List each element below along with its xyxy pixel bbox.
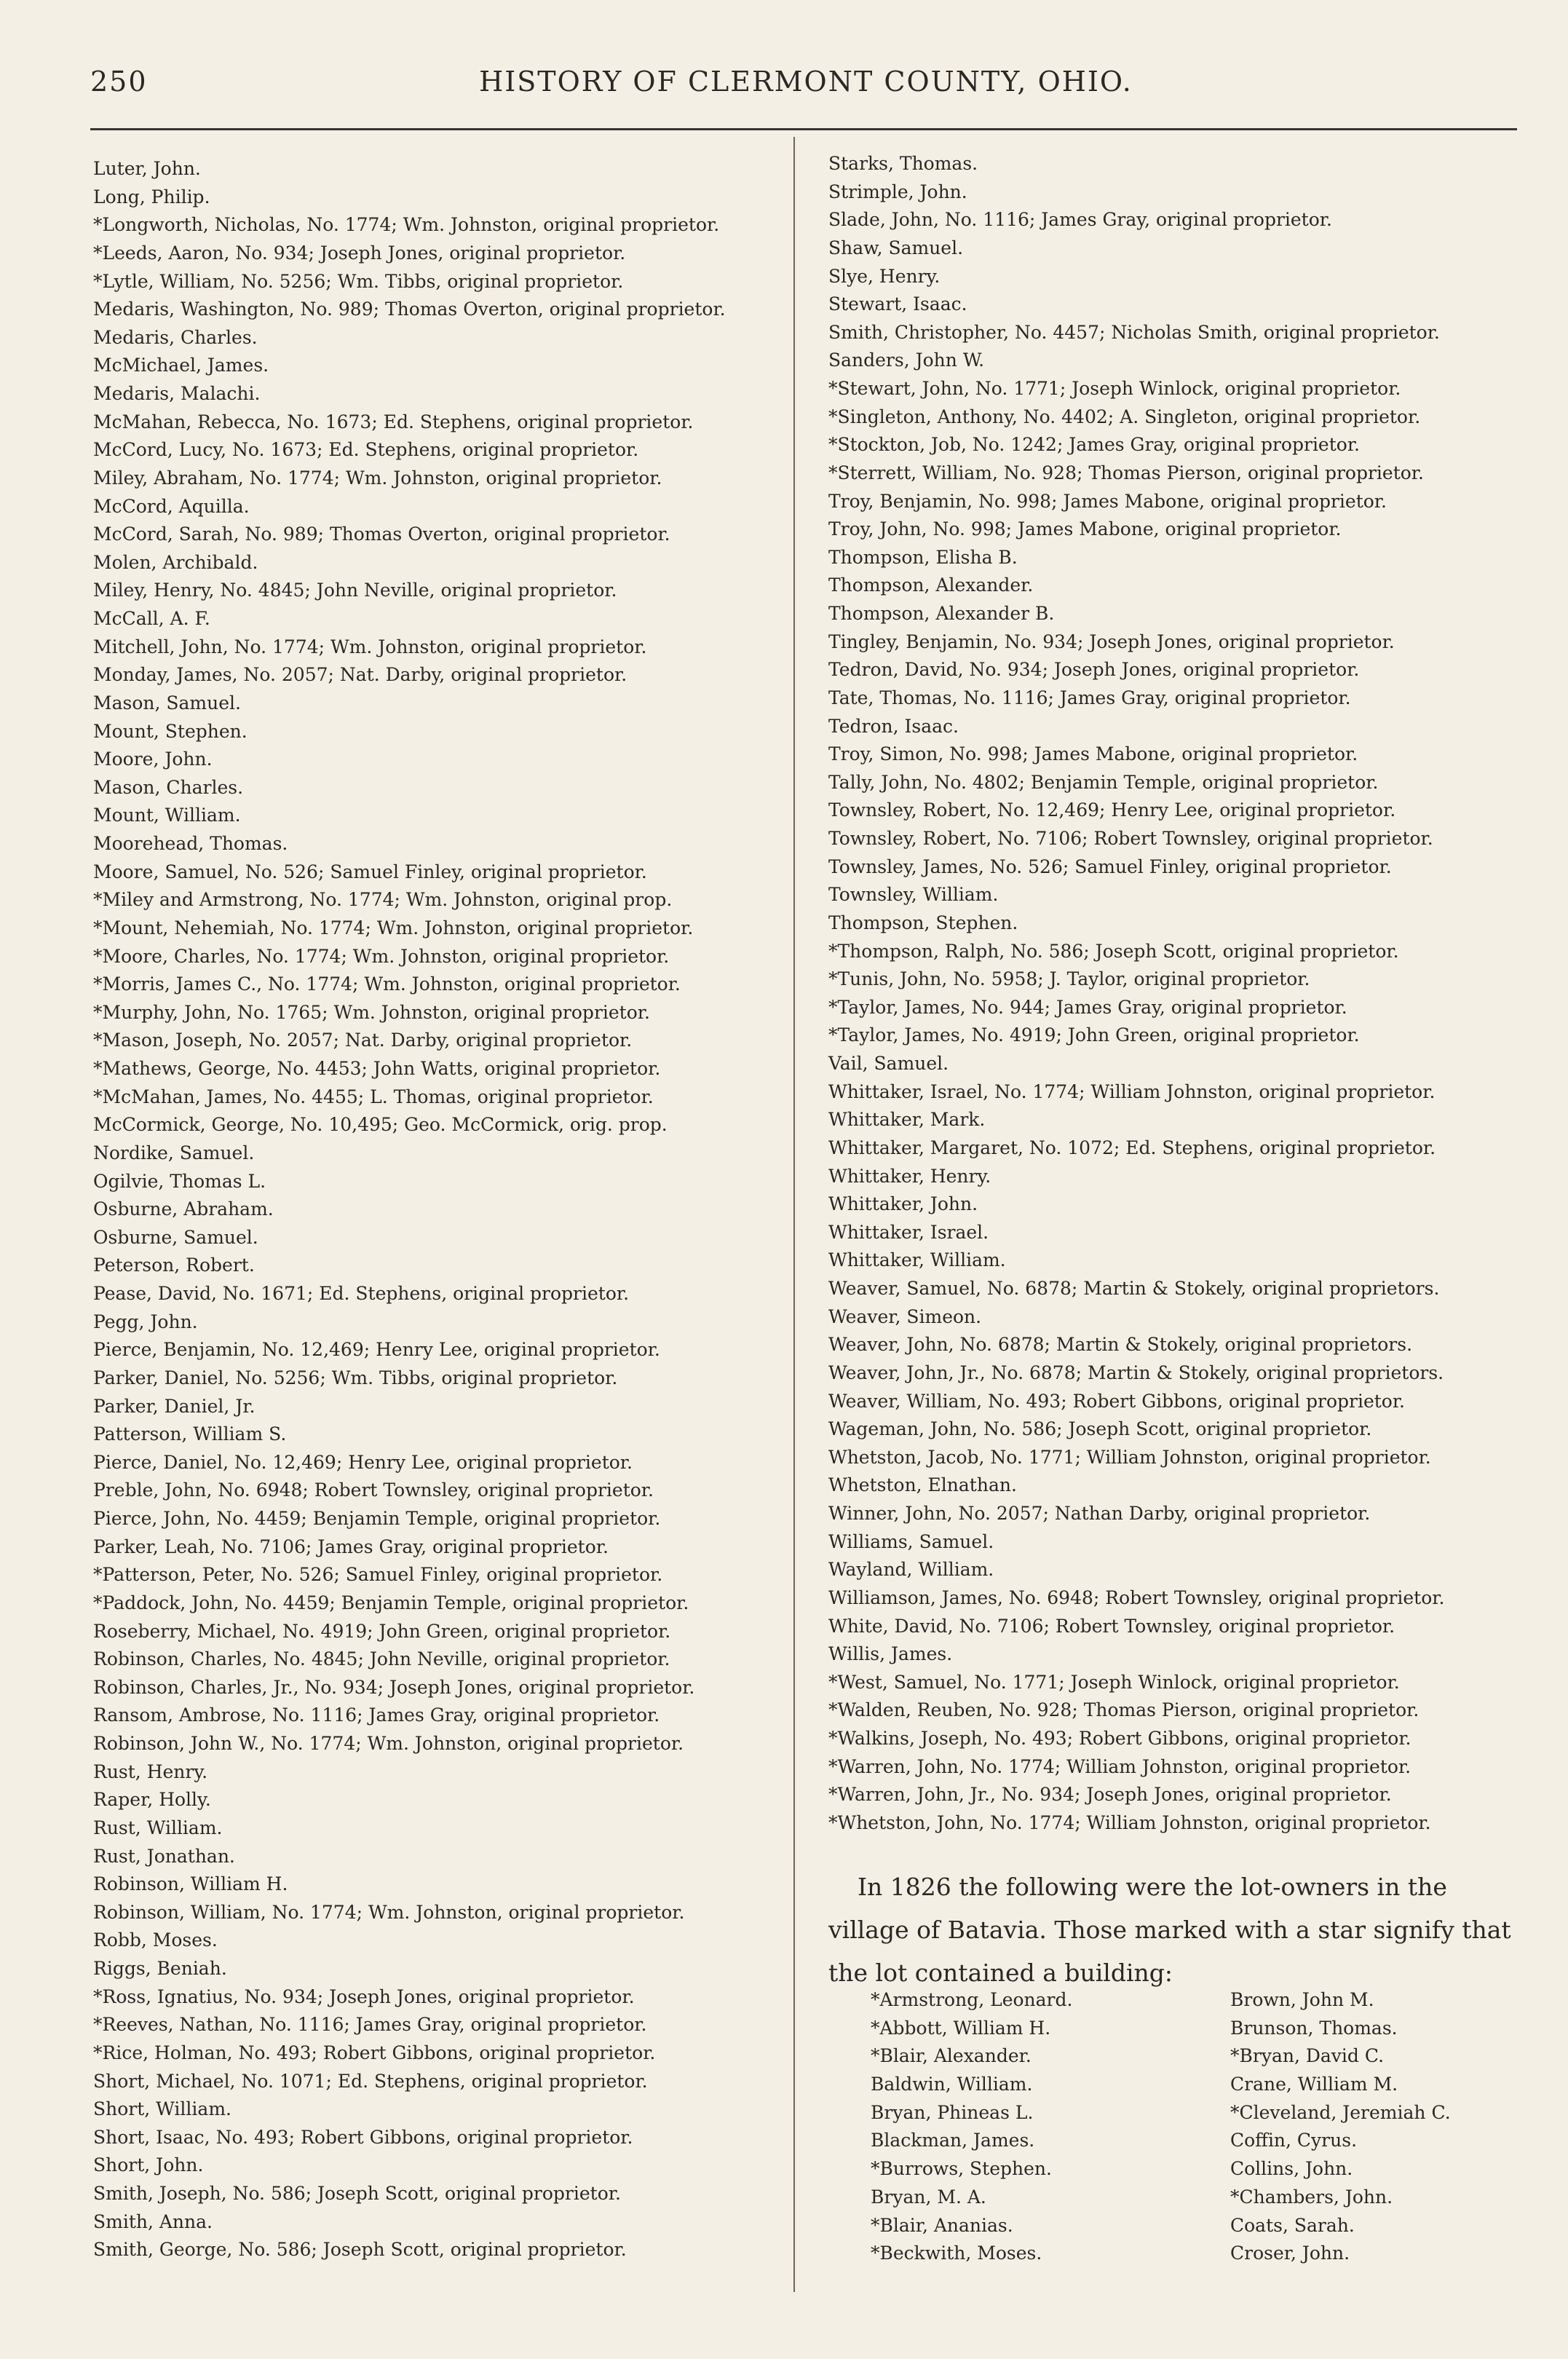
register-entry: Whittaker, Margaret, No. 1072; Ed. Stephens, original proprietor.	[828, 1137, 1436, 1158]
register-entry: Starks, Thomas.	[828, 153, 978, 174]
register-entry: *Miley and Armstrong, No. 1774; Wm. Johnston, original prop.	[93, 889, 673, 911]
register-entry: Molen, Archibald.	[93, 551, 258, 573]
register-entry: Strimple, John.	[828, 181, 967, 202]
register-entry: Winner, John, No. 2057; Nathan Darby, original proprietor.	[828, 1503, 1371, 1524]
lot-owner-entry: Crane, William M.	[1230, 2074, 1398, 2095]
register-entry: Pierce, Benjamin, No. 12,469; Henry Lee, original proprietor.	[93, 1339, 660, 1361]
register-entry: *Mount, Nehemiah, No. 1774; Wm. Johnston, original proprietor.	[93, 917, 694, 939]
register-entry: Moorehead, Thomas.	[93, 833, 288, 854]
register-entry: Thompson, Alexander B.	[828, 603, 1055, 624]
left-column	[93, 155, 785, 2264]
register-entry: Whittaker, Israel.	[828, 1221, 989, 1243]
register-entry: Patterson, William S.	[93, 1423, 287, 1445]
register-entry: McMahan, Rebecca, No. 1673; Ed. Stephens, original proprietor.	[93, 411, 694, 432]
register-entry: Peterson, Robert.	[93, 1254, 255, 1276]
register-entry: McMichael, James.	[93, 355, 269, 376]
register-entry: *Moore, Charles, No. 1774; Wm. Johnston, original proprietor.	[93, 945, 670, 967]
register-entry: Wayland, William.	[828, 1559, 994, 1581]
register-entry: McCord, Lucy, No. 1673; Ed. Stephens, original proprietor.	[93, 439, 639, 461]
register-entry: *Rice, Holman, No. 493; Robert Gibbons, original proprietor.	[93, 2042, 656, 2063]
register-entry: Ogilvie, Thomas L.	[93, 1170, 266, 1192]
register-entry: *Warren, John, Jr., No. 934; Joseph Jones, original proprietor.	[828, 1784, 1392, 1806]
register-entry: McCord, Sarah, No. 989; Thomas Overton, original proprietor.	[93, 523, 670, 545]
register-entry: Monday, James, No. 2057; Nat. Darby, original proprietor.	[93, 664, 627, 686]
register-entry: *Taylor, James, No. 4919; John Green, original proprietor.	[828, 1024, 1360, 1046]
register-entry: Whittaker, John.	[828, 1193, 978, 1215]
register-entry: Slade, John, No. 1116; James Gray, original proprietor.	[828, 209, 1332, 231]
register-entry: Medaris, Charles.	[93, 326, 258, 348]
register-entry: Luter, John.	[93, 158, 201, 179]
register-entry: *Tunis, John, No. 5958; J. Taylor, original proprietor.	[828, 968, 1310, 990]
lot-owners-intro: In 1826 the following were the lot-owners in the village of Batavia. Those marked with a star signify that the lot contained a building:	[828, 1873, 1511, 1987]
register-entry: *Morris, James C., No. 1774; Wm. Johnston, original proprietor.	[93, 973, 681, 995]
register-entry: Tally, John, No. 4802; Benjamin Temple, original proprietor.	[828, 771, 1379, 793]
register-entry: *Mason, Joseph, No. 2057; Nat. Darby, original proprietor.	[93, 1030, 633, 1051]
register-entry: *Taylor, James, No. 944; James Gray, original proprietor.	[828, 996, 1347, 1018]
register-entry: *Paddock, John, No. 4459; Benjamin Temple, original proprietor.	[93, 1592, 689, 1613]
register-entry: Moore, John.	[93, 748, 213, 770]
register-entry: Troy, Benjamin, No. 998; James Mabone, original proprietor.	[828, 490, 1387, 512]
register-entry: Robb, Moses.	[93, 1929, 218, 1951]
register-entry: Townsley, James, No. 526; Samuel Finley, original proprietor.	[828, 856, 1392, 877]
register-entry: *Walden, Reuben, No. 928; Thomas Pierson, original proprietor.	[828, 1699, 1419, 1721]
register-entry: Osburne, Abraham.	[93, 1198, 274, 1220]
register-entry: Rust, William.	[93, 1817, 223, 1838]
register-entry: Smith, Anna.	[93, 2210, 213, 2232]
register-entry: *Murphy, John, No. 1765; Wm. Johnston, original proprietor.	[93, 1001, 650, 1023]
register-entry: *Whetston, John, No. 1774; William Johnston, original proprietor.	[828, 1811, 1431, 1833]
register-entry: Robinson, Charles, No. 4845; John Neville, original proprietor.	[93, 1648, 670, 1670]
register-entry: *West, Samuel, No. 1771; Joseph Winlock, original proprietor.	[828, 1671, 1400, 1693]
register-entry: Thompson, Stephen.	[828, 912, 1018, 933]
lot-owner-entry: *Chambers, John.	[1230, 2186, 1393, 2208]
register-entry: Tingley, Benjamin, No. 934; Joseph Jones, original proprietor.	[828, 631, 1395, 652]
register-entry: McCormick, George, No. 10,495; Geo. McCormick, orig. prop.	[93, 1114, 668, 1136]
register-entry: Roseberry, Michael, No. 4919; John Green, original proprietor.	[93, 1620, 671, 1642]
lot-owner-entry: *Armstrong, Leonard.	[871, 1989, 1073, 2010]
register-entry: Vail, Samuel.	[828, 1053, 949, 1074]
register-entry: Tedron, David, No. 934; Joseph Jones, original proprietor.	[828, 659, 1360, 681]
register-entry: Medaris, Malachi.	[93, 383, 261, 404]
register-entry: White, David, No. 7106; Robert Townsley, original proprietor.	[828, 1615, 1395, 1637]
lot-owner-entry: *Abbott, William H.	[871, 2017, 1051, 2039]
lot-owner-entry: *Blair, Alexander.	[871, 2045, 1032, 2067]
register-entry: Robinson, William H.	[93, 1873, 288, 1895]
register-entry: *Patterson, Peter, No. 526; Samuel Finley, original proprietor.	[93, 1564, 663, 1586]
register-entry: Slye, Henry.	[828, 265, 941, 287]
register-entry: *Ross, Ignatius, No. 934; Joseph Jones, original proprietor.	[93, 1985, 635, 2007]
register-entry: Smith, Joseph, No. 586; Joseph Scott, original proprietor.	[93, 2183, 621, 2204]
register-entry: *Warren, John, No. 1774; William Johnston, original proprietor.	[828, 1755, 1411, 1777]
register-entry: Weaver, John, Jr., No. 6878; Martin & Stokely, original proprietors.	[828, 1362, 1444, 1383]
register-entry: Miley, Abraham, No. 1774; Wm. Johnston, original proprietor.	[93, 467, 662, 489]
register-entry: *Reeves, Nathan, No. 1116; James Gray, original proprietor.	[93, 2014, 647, 2036]
register-entry: *McMahan, James, No. 4455; L. Thomas, original proprietor.	[93, 1086, 654, 1107]
register-entry: Tedron, Isaac.	[828, 715, 959, 737]
lot-owner-entry: *Bryan, David C.	[1230, 2045, 1385, 2067]
running-title: HISTORY OF CLERMONT COUNTY, OHIO.	[479, 66, 1133, 98]
register-entry: Miley, Henry, No. 4845; John Neville, original proprietor.	[93, 580, 617, 601]
lot-owner-entry: *Cleveland, Jeremiah C.	[1230, 2101, 1451, 2123]
register-entry: Short, Michael, No. 1071; Ed. Stephens, original proprietor.	[93, 2070, 648, 2092]
register-entry: Mount, Stephen.	[93, 720, 248, 742]
register-entry: Willis, James.	[828, 1643, 953, 1665]
register-entry: Nordike, Samuel.	[93, 1142, 255, 1163]
register-entry: *Lytle, William, No. 5256; Wm. Tibbs, original proprietor.	[93, 270, 624, 292]
register-entry: Wageman, John, No. 586; Joseph Scott, original proprietor.	[828, 1418, 1372, 1440]
page-header	[0, 0, 1568, 138]
register-entry: Parker, Leah, No. 7106; James Gray, original proprietor.	[93, 1536, 609, 1557]
register-entry: Thompson, Elisha B.	[828, 546, 1018, 568]
register-entry: Short, John.	[93, 2154, 204, 2176]
register-entry: Medaris, Washington, No. 989; Thomas Overton, original proprietor.	[93, 299, 726, 320]
register-entry: Sanders, John W.	[828, 349, 985, 371]
register-entry: Ransom, Ambrose, No. 1116; James Gray, original proprietor.	[93, 1704, 660, 1726]
register-entry: Townsley, Robert, No. 12,469; Henry Lee, original proprietor.	[828, 799, 1396, 821]
register-entry: Moore, Samuel, No. 526; Samuel Finley, original proprietor.	[93, 861, 647, 882]
register-entry: Parker, Daniel, Jr.	[93, 1395, 256, 1417]
lot-owner-entry: *Beckwith, Moses.	[871, 2243, 1042, 2264]
register-entry: *Stockton, Job, No. 1242; James Gray, original proprietor.	[828, 434, 1360, 456]
register-entry: Mason, Charles.	[93, 776, 244, 798]
register-entry: Pegg, John.	[93, 1311, 198, 1332]
lot-owner-entry: Blackman, James.	[871, 2130, 1035, 2151]
lot-owner-entry: Baldwin, William.	[871, 2074, 1033, 2095]
lot-owner-entry: Brunson, Thomas.	[1230, 2017, 1398, 2039]
lot-owner-entry: *Burrows, Stephen.	[871, 2158, 1052, 2180]
register-entry: *Sterrett, William, No. 928; Thomas Pierson, original proprietor.	[828, 462, 1424, 483]
register-entry: *Thompson, Ralph, No. 586; Joseph Scott, original proprietor.	[828, 940, 1399, 962]
register-entry: Williams, Samuel.	[828, 1530, 994, 1552]
register-entry: Whittaker, Israel, No. 1774; William Johnston, original proprietor.	[828, 1080, 1436, 1102]
register-entry: *Walkins, Joseph, No. 493; Robert Gibbons, original proprietor.	[828, 1728, 1411, 1749]
register-entry: Mitchell, John, No. 1774; Wm. Johnston, original proprietor.	[93, 636, 647, 657]
lot-owner-entry: Coffin, Cyrus.	[1230, 2130, 1358, 2151]
register-entry: Troy, Simon, No. 998; James Mabone, original proprietor.	[828, 743, 1358, 765]
register-entry: Pease, David, No. 1671; Ed. Stephens, original proprietor.	[93, 1283, 630, 1304]
register-entry: Rust, Henry.	[93, 1761, 208, 1782]
register-entry: Troy, John, No. 998; James Mabone, original proprietor.	[828, 518, 1342, 540]
register-entry: Short, Isaac, No. 493; Robert Gibbons, original proprietor.	[93, 2126, 633, 2148]
page-number: 250	[90, 66, 148, 98]
register-entry: Mount, William.	[93, 805, 241, 826]
register-entry: McCord, Aquilla.	[93, 495, 250, 517]
register-entry: Tate, Thomas, No. 1116; James Gray, original proprietor.	[828, 687, 1351, 708]
register-entry: Mason, Samuel.	[93, 692, 241, 714]
lot-owners-column-2	[1230, 1986, 1536, 2268]
register-entry: Whetston, Jacob, No. 1771; William Johnston, original proprietor.	[828, 1446, 1431, 1468]
register-entry: Long, Philip.	[93, 186, 210, 208]
register-entry: Riggs, Beniah.	[93, 1958, 227, 1979]
register-entry: Townsley, Robert, No. 7106; Robert Townsley, original proprietor.	[828, 828, 1433, 849]
register-entry: Robinson, William, No. 1774; Wm. Johnston, original proprietor.	[93, 1901, 685, 1923]
register-entry: Preble, John, No. 6948; Robert Townsley, original proprietor.	[93, 1479, 654, 1501]
lot-owner-entry: Brown, John M.	[1230, 1989, 1374, 2010]
column-divider	[793, 137, 795, 2292]
register-entry: Raper, Holly.	[93, 1789, 211, 1811]
register-entry: Whittaker, Henry.	[828, 1165, 991, 1187]
lot-owner-entry: Coats, Sarah.	[1230, 2214, 1355, 2236]
register-entry: Whittaker, Mark.	[828, 1109, 986, 1131]
register-entry: *Singleton, Anthony, No. 4402; A. Singleton, original proprietor.	[828, 406, 1421, 427]
register-entry: McCall, A. F.	[93, 608, 210, 629]
register-entry: Pierce, John, No. 4459; Benjamin Temple, original proprietor.	[93, 1508, 661, 1529]
register-entry: Whetston, Elnathan.	[828, 1474, 1017, 1496]
lot-owner-entry: Croser, John.	[1230, 2243, 1350, 2264]
register-entry: Short, William.	[93, 2098, 231, 2120]
lot-owner-entry: Bryan, Phineas L.	[871, 2101, 1034, 2123]
register-entry: Weaver, Simeon.	[828, 1305, 982, 1327]
register-entry: Thompson, Alexander.	[828, 574, 1034, 596]
register-entry: Shaw, Samuel.	[828, 237, 964, 258]
register-entry: Weaver, John, No. 6878; Martin & Stokely, original proprietors.	[828, 1334, 1413, 1356]
register-entry: Whittaker, William.	[828, 1249, 1006, 1271]
register-entry: Weaver, William, No. 493; Robert Gibbons, original proprietor.	[828, 1390, 1405, 1412]
right-column	[828, 150, 1527, 1838]
register-entry: Pierce, Daniel, No. 12,469; Henry Lee, original proprietor.	[93, 1451, 633, 1473]
register-entry: Weaver, Samuel, No. 6878; Martin & Stokely, original proprietors.	[828, 1278, 1440, 1299]
lot-owner-entry: Bryan, M. A.	[871, 2186, 986, 2208]
register-entry: *Mathews, George, No. 4453; John Watts, original proprietor.	[93, 1058, 661, 1079]
register-entry: Stewart, Isaac.	[828, 293, 967, 315]
register-entry: Parker, Daniel, No. 5256; Wm. Tibbs, original proprietor.	[93, 1367, 618, 1388]
lot-owner-entry: *Blair, Ananias.	[871, 2214, 1013, 2236]
lot-owner-entry: Collins, John.	[1230, 2158, 1353, 2180]
register-entry: *Stewart, John, No. 1771; Joseph Winlock, original proprietor.	[828, 378, 1401, 399]
register-entry: Osburne, Samuel.	[93, 1226, 258, 1248]
register-entry: Robinson, Charles, Jr., No. 934; Joseph Jones, original proprietor.	[93, 1676, 695, 1698]
register-entry: Williamson, James, No. 6948; Robert Townsley, original proprietor.	[828, 1587, 1445, 1608]
register-entry: Townsley, William.	[828, 884, 999, 906]
register-entry: Rust, Jonathan.	[93, 1845, 235, 1867]
header-rule	[90, 128, 1517, 130]
lot-owners-column-1	[871, 1986, 1205, 2268]
register-entry: Smith, Christopher, No. 4457; Nicholas Smith, original proprietor.	[828, 321, 1440, 343]
register-entry: Smith, George, No. 586; Joseph Scott, original proprietor.	[93, 2239, 627, 2261]
register-entry: Robinson, John W., No. 1774; Wm. Johnston, original proprietor.	[93, 1733, 684, 1754]
register-entry: *Longworth, Nicholas, No. 1774; Wm. Johnston, original proprietor.	[93, 214, 720, 236]
register-entry: *Leeds, Aaron, No. 934; Joseph Jones, original proprietor.	[93, 242, 626, 264]
